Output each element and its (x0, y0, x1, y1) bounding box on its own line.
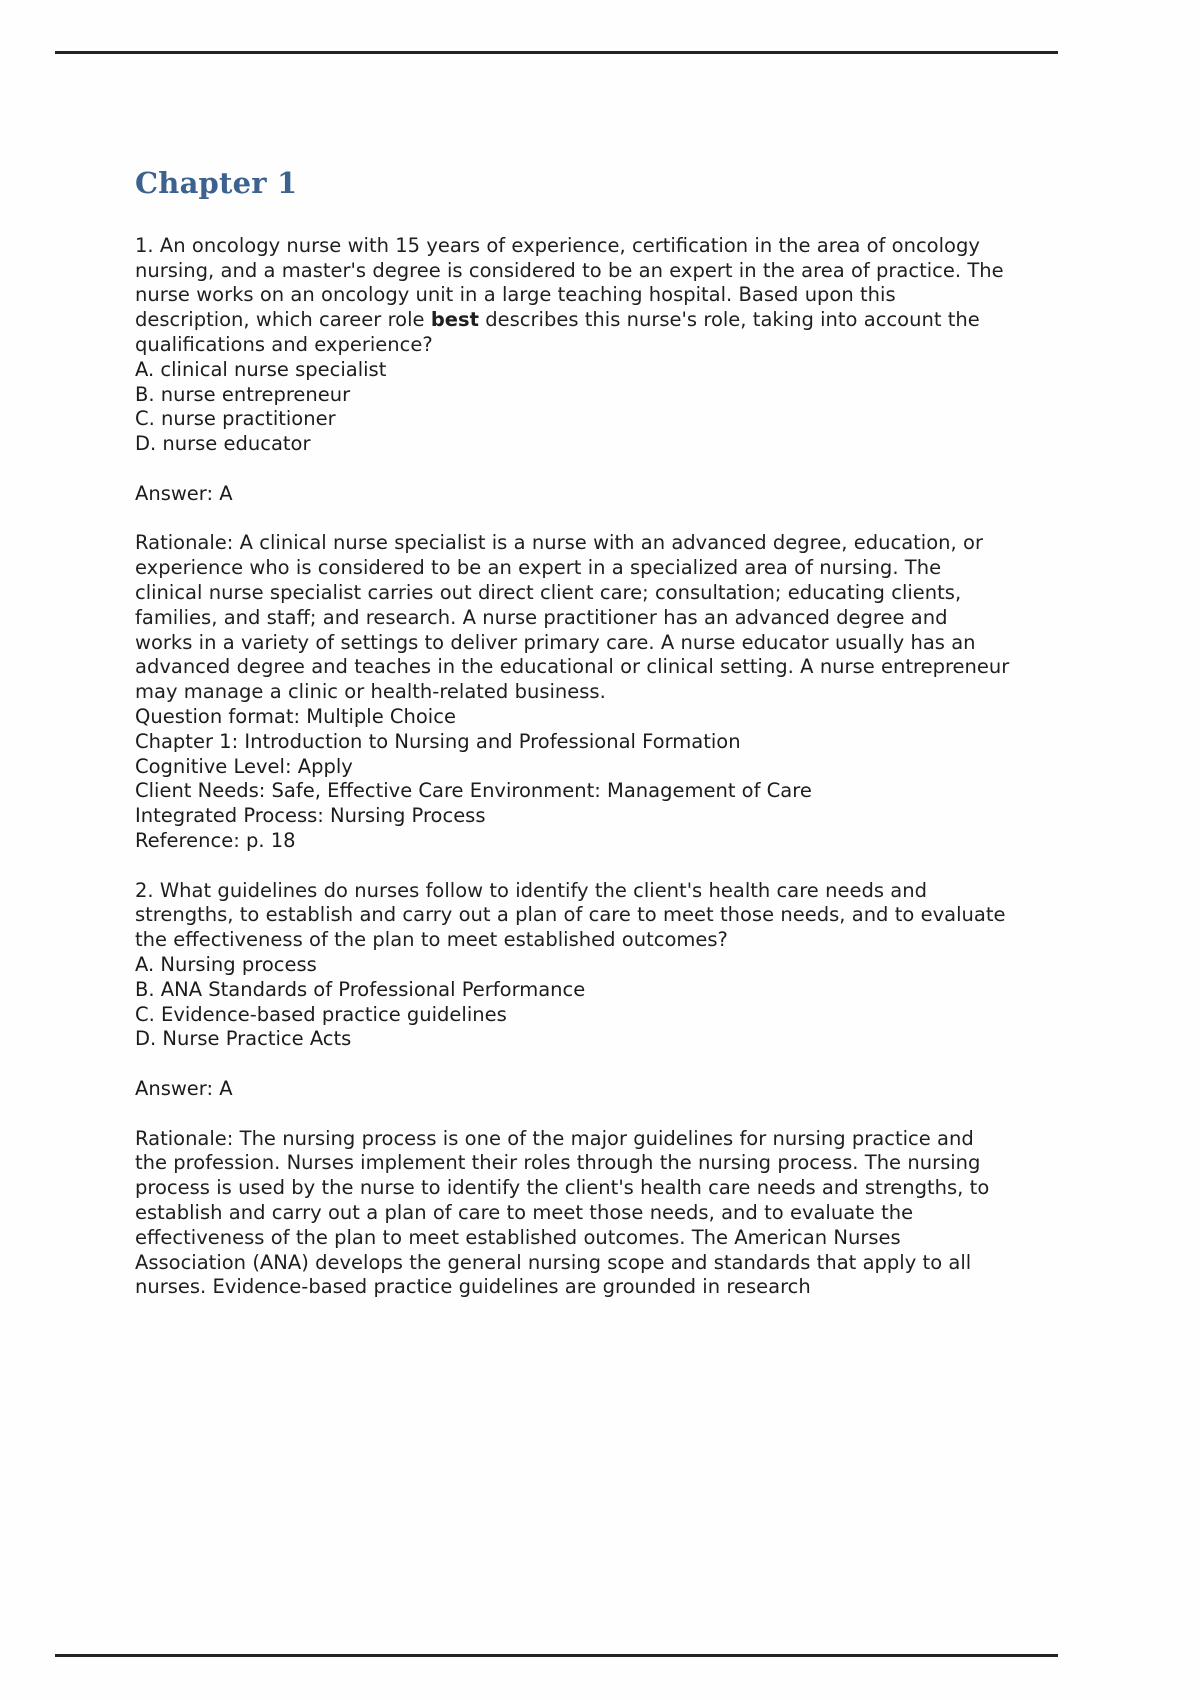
question-block-2 (135, 879, 1010, 1301)
header-rule (55, 51, 1058, 54)
metadata-list-1 (135, 705, 1010, 854)
footer-rule (55, 1654, 1058, 1657)
metadata-integrated-process: Integrated Process: Nursing Process (135, 804, 486, 828)
option-2-d[interactable]: D. Nurse Practice Acts (135, 1027, 352, 1051)
question-stem-1-part-b: describes this nurse's role, taking into account the qualifications and experience? (135, 308, 980, 357)
page-content (135, 168, 1010, 1300)
option-2-b[interactable]: B. ANA Standards of Professional Performance (135, 977, 586, 1001)
spacer (135, 457, 1010, 482)
spacer (135, 854, 1010, 879)
rationale-1: Rationale: A clinical nurse specialist is a nurse with an advanced degree, education, or experience who is considered to be an expert in a specialized area of nursing. The clinical nurse specialist carries out direct client care; consultation; educating clients, families, and staff; and research. A nurse practitioner has an advanced degree and works in a variety of settings to deliver primary care. A nurse educator usually has an advanced degree and teaches in the educational or clinical setting. A nurse entrepreneur may manage a clinic or health-related business. (135, 531, 1010, 704)
option-2-c[interactable]: C. Evidence-based practice guidelines (135, 1002, 507, 1026)
question-stem-2: 2. What guidelines do nurses follow to identify the client's health care needs and strengths, to establish and carry out a plan of care to meet those needs, and to evaluate the effectiveness of the plan to meet established outcomes? (135, 878, 1006, 952)
question-block-1 (135, 234, 1010, 854)
spacer (135, 1102, 1010, 1127)
option-2-a[interactable]: A. Nursing process (135, 953, 317, 976)
question-stem-1 (135, 234, 1010, 358)
option-1-a[interactable]: A. clinical nurse specialist (135, 357, 387, 381)
question-stem-1-emphasis: best (430, 308, 479, 332)
option-1-d[interactable]: D. nurse educator (135, 432, 311, 456)
page-title: Chapter 1 (135, 166, 298, 200)
option-list-1 (135, 358, 1010, 457)
metadata-cognitive-level: Cognitive Level: Apply (135, 754, 353, 778)
answer-1: Answer: A (135, 481, 233, 505)
metadata-reference: Reference: p. 18 (135, 829, 296, 853)
option-1-b[interactable]: B. nurse entrepreneur (135, 382, 351, 406)
metadata-chapter: Chapter 1: Introduction to Nursing and Professional Formation (135, 729, 741, 753)
question-stem-1-part-a: 1. An oncology nurse with 15 years of experience, certification in the area of oncology nursing, and a master's degree is considered to be an expert in the area of practice. The nurse works on an oncology unit in a large teaching hospital. Based upon this description, which career role (135, 233, 1004, 332)
metadata-client-needs: Client Needs: Safe, Effective Care Environment: Management of Care (135, 779, 812, 803)
answer-2: Answer: A (135, 1076, 233, 1100)
spacer (135, 1052, 1010, 1077)
rationale-2: Rationale: The nursing process is one of the major guidelines for nursing practice and the profession. Nurses implement their roles through the nursing process. The nursing process is used by the nurse to identify the client's health care needs and strengths, to establish and carry out a plan of care to meet those needs, and to evaluate the effectiveness of the plan to meet established outcomes. The American Nurses Association (ANA) develops the general nursing scope and standards that apply to all nurses. Evidence-based practice guidelines are grounded in research (135, 1126, 990, 1299)
option-1-c[interactable]: C. nurse practitioner (135, 407, 336, 431)
option-list-2 (135, 953, 1010, 1052)
spacer (135, 507, 1010, 532)
metadata-question-format: Question format: Multiple Choice (135, 705, 456, 729)
